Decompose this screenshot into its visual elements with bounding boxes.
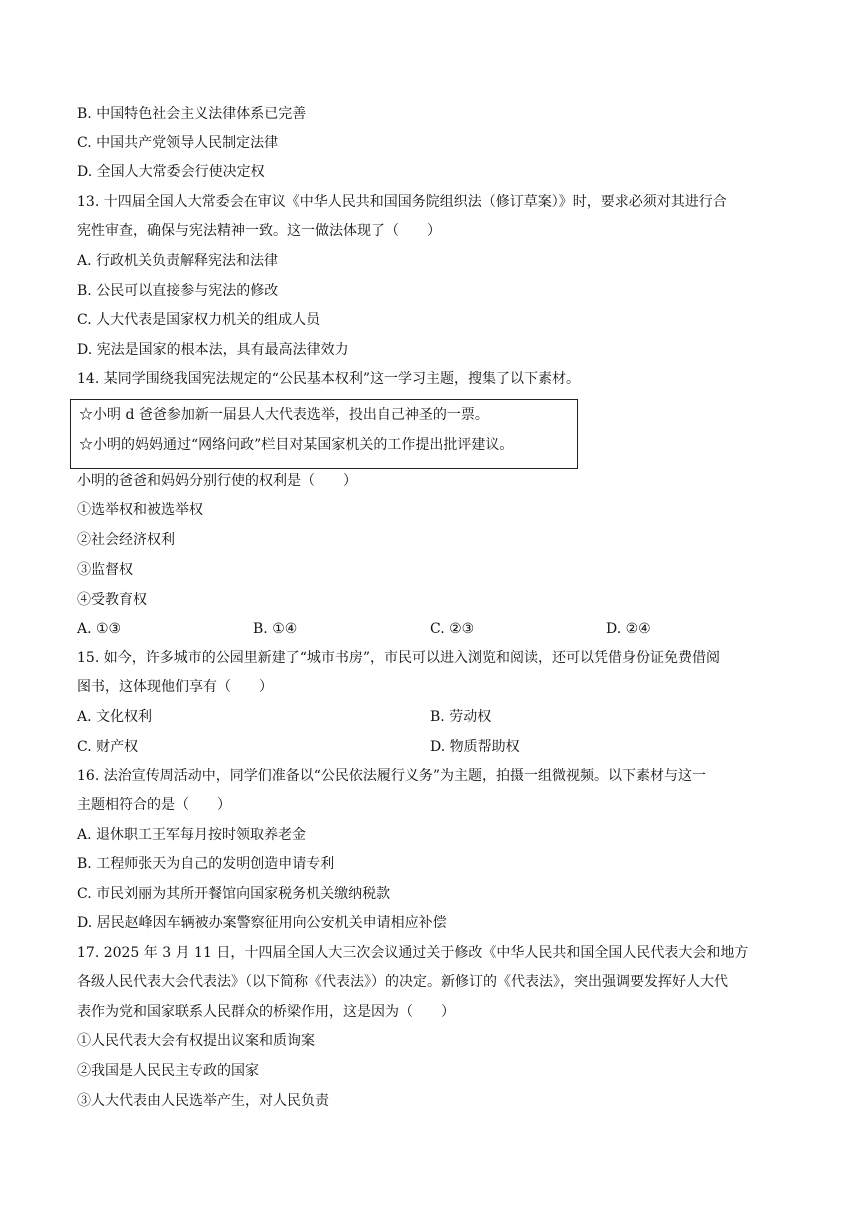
material-item-1: ☆小明 d 爸爸参加新一届县人大代表选举，投出自己神圣的一票。	[79, 407, 489, 423]
q17-choice-1: ①人民代表大会有权提出议案和质询案	[77, 1033, 315, 1049]
q12-option-c: C. 中国共产党领导人民制定法律	[77, 135, 279, 151]
q16-option-b: B. 工程师张天为自己的发明创造申请专利	[77, 856, 335, 872]
q14-option-c: C. ②③	[430, 621, 475, 637]
q17-stem-line1: 17. 2025 年 3 月 11 日，十四届全国人大三次会议通过关于修改《中华人民共和国全国人民代表大会和地方	[77, 945, 749, 961]
q13-option-d: D. 宪法是国家的根本法，具有最高法律效力	[77, 342, 349, 358]
q17-stem-line2: 各级人民代表大会代表法》（以下简称《代表法》）的决定。新修订的《代表法》，突出强调要发挥好人大代	[77, 974, 728, 990]
q14-material-box	[70, 399, 578, 469]
material-item-2: ☆小明的妈妈通过“网络问政”栏目对某国家机关的工作提出批评建议。	[79, 437, 514, 453]
q14-choice-1: ①选举权和被选举权	[77, 502, 203, 518]
q16-option-a: A. 退休职工王军每月按时领取养老金	[77, 827, 307, 843]
q17-choice-3: ③人大代表由人民选举产生，对人民负责	[77, 1093, 329, 1109]
q13-stem-line2: 宪性审查，确保与宪法精神一致。这一做法体现了（ ）	[77, 223, 441, 239]
q13-option-c: C. 人大代表是国家权力机关的组成人员	[77, 312, 321, 328]
q13-option-a: A. 行政机关负责解释宪法和法律	[77, 253, 279, 269]
q16-option-d: D. 居民赵峰因车辆被办案警察征用向公安机关申请相应补偿	[77, 915, 447, 931]
q15-option-b: B. 劳动权	[430, 709, 492, 725]
q15-option-a: A. 文化权利	[77, 709, 153, 725]
q15-stem-line1: 15. 如今，许多城市的公园里新建了“城市书房”，市民可以进入浏览和阅读，还可以凭借身份证免费借阅	[77, 650, 721, 666]
q14-question: 小明的爸爸和妈妈分别行使的权利是（ ）	[77, 473, 357, 489]
q16-stem-line2: 主题相符合的是（ ）	[77, 797, 231, 813]
q12-option-d: D. 全国人大常委会行使决定权	[77, 164, 265, 180]
q17-stem-line3: 表作为党和国家联系人民群众的桥梁作用，这是因为（ ）	[77, 1004, 455, 1020]
q14-option-b: B. ①④	[253, 621, 298, 637]
q13-option-b: B. 公民可以直接参与宪法的修改	[77, 283, 279, 299]
q16-stem-line1: 16. 法治宣传周活动中，同学们准备以“公民依法履行义务”为主题，拍摄一组微视频。以下素材与这一	[77, 768, 707, 784]
q14-stem: 14. 某同学围绕我国宪法规定的“公民基本权利”这一学习主题，搜集了以下素材。	[77, 371, 581, 387]
q15-stem-line2: 图书，这体现他们享有（ ）	[77, 679, 273, 695]
q13-stem-line1: 13. 十四届全国人大常委会在审议《中华人民共和国国务院组织法（修订草案）》时，要求必须对其进行合	[77, 194, 727, 210]
q15-option-c: C. 财产权	[77, 739, 139, 755]
q14-choice-4: ④受教育权	[77, 592, 147, 608]
q15-option-d: D. 物质帮助权	[430, 739, 520, 755]
q14-choice-3: ③监督权	[77, 562, 133, 578]
q17-choice-2: ②我国是人民民主专政的国家	[77, 1063, 259, 1079]
q12-option-b: B. 中国特色社会主义法律体系已完善	[77, 106, 307, 122]
q16-option-c: C. 市民刘丽为其所开餐馆向国家税务机关缴纳税款	[77, 886, 391, 902]
q14-choice-2: ②社会经济权利	[77, 532, 175, 548]
q14-option-d: D. ②④	[606, 621, 651, 637]
q14-option-a: A. ①③	[77, 621, 122, 637]
